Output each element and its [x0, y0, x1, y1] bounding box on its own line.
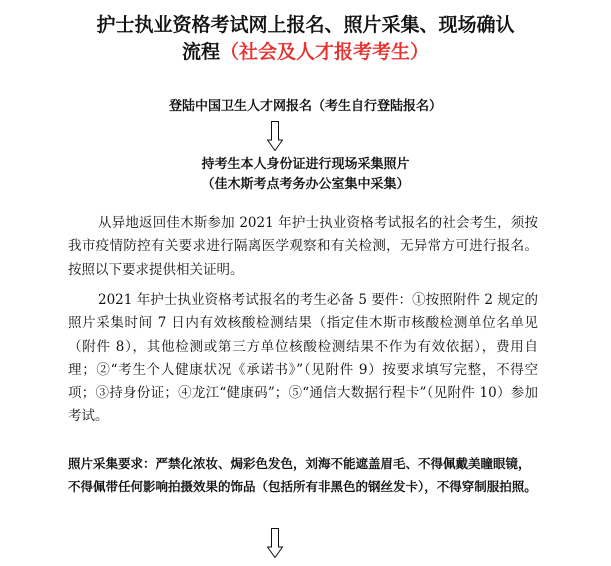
paragraph-return-quarantine — [68, 212, 538, 282]
step-photo-collection-line-1: 持考生本人身份证进行现场采集照片 — [201, 157, 410, 172]
paragraph-required-documents-text: 2021 年护士执业资格考试报名的考生必备 5 要件：①按照附件 2 规定的照片采集时间 7 日内有效核酸检测结果（指定佳木斯市核酸检测单位名单见（附件 8），其他检测或第三方单位核酸检测结果不作为有效依据），费用自理；②“考生个人健康状况《承诺书》”（见附件 9）按要求填写完整，不得空项；③持身份证；④龙江“健康码”；⑤“通信大数据行程卡”（见附件 10）参加考试。 — [68, 292, 538, 425]
title-line-2-main: 流程 — [181, 41, 220, 63]
down-arrow-icon — [267, 121, 283, 151]
step-photo-collection — [40, 155, 571, 195]
step-online-registration: 登陆中国卫生人才网报名（考生自行登陆报名） — [168, 99, 442, 114]
title-line-1: 护士执业资格考试网上报名、照片采集、现场确认 — [96, 14, 515, 36]
down-arrow-icon-bottom — [267, 528, 283, 558]
photo-requirements-text: 严禁化浓妆、焗彩色发色，刘海不能遮盖眉毛、不得佩戴美瞳眼镜，不得佩带任何影响拍摄效果的饰品（包括所有非黑色的钢丝发卡），不得穿制服拍照。 — [68, 456, 537, 494]
paragraph-required-documents — [68, 289, 538, 429]
title-line-2 — [40, 39, 571, 66]
document-title — [40, 12, 571, 66]
title-highlight-red: （社会及人才报考考生） — [220, 41, 430, 63]
step-photo-collection-line-2: （佳木斯考点考务办公室集中采集） — [201, 177, 410, 192]
photo-requirements-label: 照片采集要求： — [68, 456, 156, 471]
photo-requirements — [68, 452, 538, 498]
paragraph-return-quarantine-text: 从异地返回佳木斯参加 2021 年护士执业资格考试报名的社会考生，须按我市疫情防控有关要求进行隔离医学观察和有关检测，无异常方可进行报名。按照以下要求提供相关证明。 — [68, 215, 538, 278]
